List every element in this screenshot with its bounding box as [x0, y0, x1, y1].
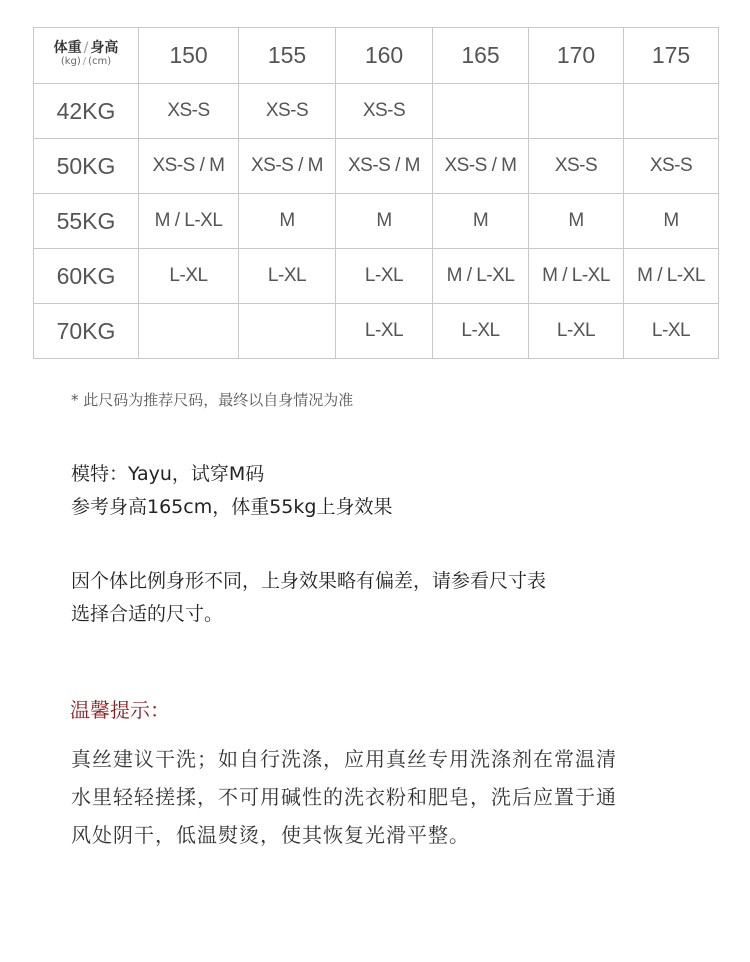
size-cell: XS-S / M: [336, 139, 433, 194]
size-cell: M / L-XL: [624, 249, 719, 304]
size-cell: M: [239, 194, 336, 249]
height-header-175: 175: [624, 28, 719, 84]
height-header-170: 170: [529, 28, 624, 84]
size-cell: [529, 84, 624, 139]
size-cell: L-XL: [624, 304, 719, 359]
table-row: [34, 304, 719, 359]
size-cell: M: [433, 194, 529, 249]
size-cell: M: [624, 194, 719, 249]
height-header-label: 身高: [90, 39, 119, 56]
size-cell: XS-S / M: [239, 139, 336, 194]
weight-label-50kg: 50KG: [34, 139, 139, 194]
care-line-3: 风处阴干，低温熨烫，使其恢复光滑平整。: [71, 823, 470, 847]
size-cell: L-XL: [336, 304, 433, 359]
size-cell: XS-S: [624, 139, 719, 194]
size-cell: M / L-XL: [433, 249, 529, 304]
height-header-160: 160: [336, 28, 433, 84]
size-cell: XS-S: [239, 84, 336, 139]
size-cell: M: [529, 194, 624, 249]
weight-unit-label: (kg): [60, 56, 81, 68]
table-row: [34, 249, 719, 304]
size-cell: XS-S: [529, 139, 624, 194]
size-cell: L-XL: [139, 249, 239, 304]
care-instructions: [71, 740, 617, 854]
fit-note: [71, 565, 546, 631]
weight-header-label: 体重: [53, 39, 82, 56]
size-cell: [239, 304, 336, 359]
weight-label-70kg: 70KG: [34, 304, 139, 359]
size-cell: [433, 84, 529, 139]
size-cell: XS-S: [139, 84, 239, 139]
size-cell: L-XL: [239, 249, 336, 304]
size-cell: M: [336, 194, 433, 249]
weight-label-55kg: 55KG: [34, 194, 139, 249]
size-cell: XS-S / M: [433, 139, 529, 194]
height-header-150: 150: [139, 28, 239, 84]
model-info: [71, 458, 392, 524]
care-line-2: 水里轻轻搓揉，不可用碱性的洗衣粉和肥皂，洗后应置于通: [71, 785, 617, 809]
size-cell: [624, 84, 719, 139]
size-cell: M / L-XL: [139, 194, 239, 249]
weight-label-60kg: 60KG: [34, 249, 139, 304]
corner-separator: /: [83, 39, 89, 56]
header-row: [34, 28, 719, 84]
size-cell: L-XL: [433, 304, 529, 359]
fit-note-line-2: 选择合适的尺寸。: [71, 603, 224, 625]
size-cell: XS-S: [336, 84, 433, 139]
tips-title: 温馨提示：: [70, 698, 170, 722]
height-header-165: 165: [433, 28, 529, 84]
table-row: [34, 139, 719, 194]
size-chart-table: [33, 27, 719, 359]
size-cell: [139, 304, 239, 359]
height-header-155: 155: [239, 28, 336, 84]
size-cell: L-XL: [336, 249, 433, 304]
weight-label-42kg: 42KG: [34, 84, 139, 139]
size-recommendation-note: * 此尺码为推荐尺码，最终以自身情况为准: [71, 391, 354, 409]
table-row: [34, 194, 719, 249]
corner-header-cell: [34, 28, 139, 84]
model-measurements-line: 参考身高165cm，体重55kg上身效果: [71, 496, 393, 518]
fit-note-line-1: 因个体比例身形不同，上身效果略有偏差，请参看尺寸表: [71, 570, 547, 592]
size-cell: M / L-XL: [529, 249, 624, 304]
size-cell: XS-S / M: [139, 139, 239, 194]
model-name-line: 模特：Yayu，试穿M码: [71, 463, 265, 485]
height-unit-label: (cm): [88, 56, 112, 68]
care-line-1: 真丝建议干洗；如自行洗涤，应用真丝专用洗涤剂在常温清: [71, 747, 617, 771]
corner-sub-separator: /: [82, 56, 87, 68]
size-cell: L-XL: [529, 304, 624, 359]
table-row: [34, 84, 719, 139]
